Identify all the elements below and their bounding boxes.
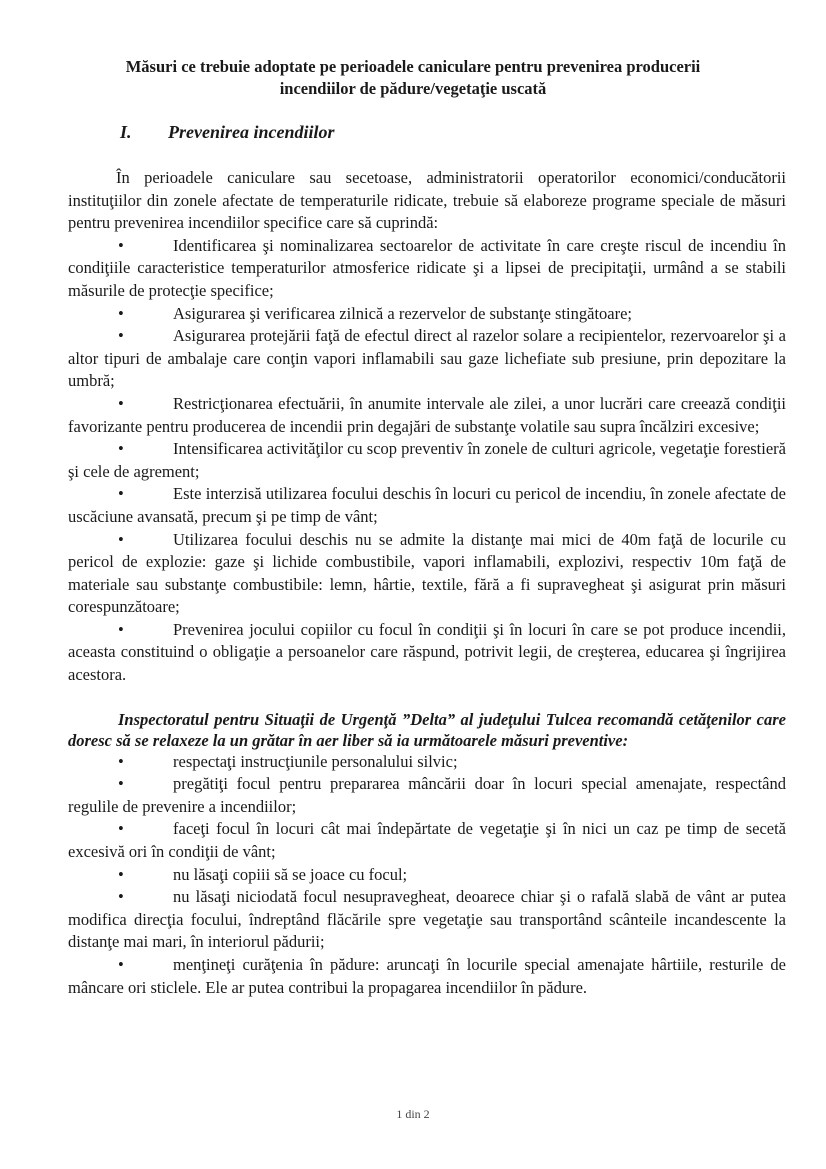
title-line-1: Măsuri ce trebuie adoptate pe perioadele caniculare pentru prevenirea producerii xyxy=(125,57,701,76)
intro-paragraph: În perioadele caniculare sau secetoase, administratorii operatorilor economici/conducătorii instituţiilor din zonele afectate de temperaturile ridicate, trebuie să elaboreze programe speciale de măsuri pentru prevenirea incendiilor specifice care să cuprindă: xyxy=(68,168,786,233)
bullet-icon: • xyxy=(118,303,124,323)
recommendation-item-text: menţineţi curăţenia în pădure: aruncaţi în locurile special amenajate hârtiile, resturile de mâncare ori sticlele. Ele ar putea contribui la propagarea incendiilor în pădure. xyxy=(68,955,786,997)
title-line-2: incendiilor de pădure/vegetaţie uscată xyxy=(279,79,547,98)
recommendation-item xyxy=(68,864,786,887)
measure-item xyxy=(68,303,786,326)
measure-item-text: Asigurarea şi verificarea zilnică a rezervelor de substanţe stingătoare; xyxy=(173,303,633,323)
document-body xyxy=(68,167,786,999)
bullet-icon: • xyxy=(118,326,124,346)
recommendations-list xyxy=(68,751,786,1000)
bullet-icon: • xyxy=(118,393,124,413)
bullet-icon: • xyxy=(118,887,124,907)
bullet-icon: • xyxy=(118,235,124,255)
inspectorate-text: Inspectoratul pentru Situaţii de Urgenţă ”Delta” al judeţului Tulcea recomandă cetăţenilor care doresc să se relaxeze la un grătar în aer liber să ia următoarele măsuri preventive: xyxy=(68,709,786,750)
bullet-icon: • xyxy=(118,774,124,794)
measure-item xyxy=(68,393,786,438)
measure-item xyxy=(68,619,786,687)
measure-item-text: Utilizarea focului deschis nu se admite la distanţe mai mici de 40m faţă de locurile cu pericol de explozie: gaze şi lichide combustibile, vapori inflamabili, explozivi, respectiv 10m faţă de materiale sau substanţe combustibile: lemn, hârtie, textile, fără a fi supravegheat şi asigurat prin măsuri corespunzătoare; xyxy=(68,529,786,617)
recommendation-item xyxy=(68,954,786,999)
section-number: I. xyxy=(120,122,132,142)
recommendation-item-text: nu lăsaţi copiii să se joace cu focul; xyxy=(173,864,408,884)
section-heading xyxy=(120,122,334,143)
recommendation-item-text: pregătiţi focul pentru prepararea mâncării doar în locuri special amenajate, respectând regulile de prevenire a incendiilor; xyxy=(68,774,786,816)
bullet-icon: • xyxy=(118,619,124,639)
section-title: Prevenirea incendiilor xyxy=(168,122,335,142)
recommendation-item-text: respectaţi instrucţiunile personalului silvic; xyxy=(173,751,458,771)
measure-item xyxy=(68,483,786,528)
measure-item-text: Intensificarea activităţilor cu scop preventiv în zonele de culturi agricole, vegetaţie forestieră şi cele de agrement; xyxy=(68,439,786,481)
inspectorate-paragraph xyxy=(68,709,786,751)
measure-item xyxy=(68,438,786,483)
bullet-icon: • xyxy=(118,439,124,459)
measure-item xyxy=(68,235,786,303)
recommendation-item xyxy=(68,773,786,818)
recommendation-item xyxy=(68,751,786,774)
recommendation-item xyxy=(68,818,786,863)
measure-item-text: Este interzisă utilizarea focului deschis în locuri cu pericol de incendiu, în zonele afectate de uscăciune avansată, precum şi pe timp de vânt; xyxy=(68,484,786,526)
recommendation-item-text: faceţi focul în locuri cât mai îndepărtate de vegetaţie şi în nici un caz pe timp de secetă excesivă ori în condiţii de vânt; xyxy=(68,819,786,862)
recommendation-item-text: nu lăsaţi niciodată focul nesupravegheat, deoarece chiar şi o rafală slabă de vânt ar putea modifica direcţia focului, îndreptând flăcările spre vegetaţie sau transportând scânteile incandescente la distanţe mai mari, în interiorul pădurii; xyxy=(68,887,786,952)
measure-item-text: Prevenirea jocului copiilor cu focul în condiţii şi în locuri în care se pot produce incendii, aceasta constituind o obligaţie a persoanelor care răspund, potrivit legii, de creşterea, educarea şi îngrijirea acestora. xyxy=(68,619,786,685)
measures-list xyxy=(68,235,786,687)
measure-item-text: Asigurarea protejării faţă de efectul direct al razelor solare a recipientelor, rezervoarelor şi a altor tipuri de ambalaje care conţin vapori inflamabili sau gaze lichefiate sub presiune, prin depozitare la umbră; xyxy=(68,326,786,391)
bullet-icon: • xyxy=(118,864,124,884)
recommendation-item xyxy=(68,886,786,954)
bullet-icon: • xyxy=(118,955,124,974)
bullet-icon: • xyxy=(118,819,124,839)
measure-item xyxy=(68,325,786,393)
bullet-icon: • xyxy=(118,484,124,504)
measure-item xyxy=(68,529,786,619)
bullet-icon: • xyxy=(118,529,124,549)
measure-item-text: Identificarea şi nominalizarea sectoarelor de activitate în care creşte riscul de incendiu în condiţiile caracteristice temperaturilor atmosferice ridicate şi a lipsei de precipitaţii, urmând a se stabili măsurile de protecţie specifice; xyxy=(68,235,786,300)
bullet-icon: • xyxy=(118,751,124,771)
measure-item-text: Restricţionarea efectuării, în anumite intervale ale zilei, a unor lucrări care creează condiţii favorizante pentru producerea de incendii prin degajări de substanţe volatile sau supra încălziri excesive; xyxy=(68,393,786,436)
document-title xyxy=(60,56,766,100)
page-number: 1 din 2 xyxy=(396,1107,430,1121)
